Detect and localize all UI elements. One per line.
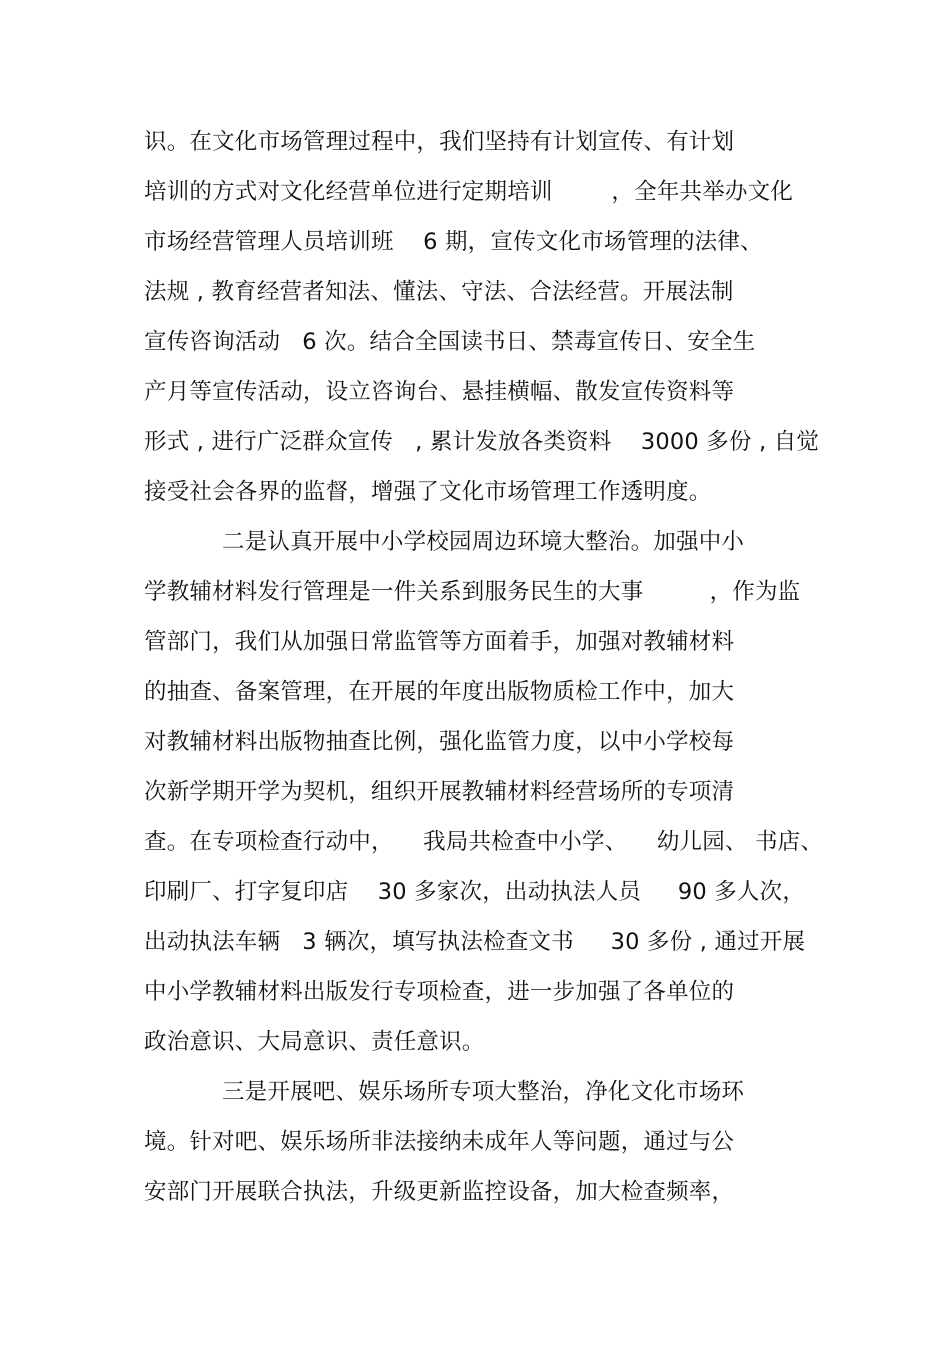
text-line: 境。针对吧、娱乐场所非法接纳未成年人等问题，通过与公 [144,1129,735,1155]
text-line: 接受社会各界的监督，增强了文化市场管理工作透明度。 [144,479,712,505]
text-line: 识。在文化市场管理过程中，我们坚持有计划宣传、有计划 [144,129,735,155]
text-line: 法规 , 教育经营者知法、懂法、守法、合法经营。开展法制 [144,279,734,305]
text-line: 次新学期开学为契机，组织开展教辅材料经营场所的专项清 [144,779,735,805]
text-line: 出动执法车辆 3 辆次，填写执法检查文书 30 多份 , 通过开展 [144,929,806,955]
text-line: 对教辅材料出版物抽查比例，强化监管力度，以中小学校每 [144,729,735,755]
text-line: 学教辅材料发行管理是一件关系到服务民生的大事 ，作为监 [144,579,801,605]
paragraph-first-line: 二是认真开展中小学校园周边环境大整治。加强中小 [222,529,745,555]
text-line: 印刷厂、打字复印店 30 多家次，出动执法人员 90 多人次， [144,879,806,905]
text-line: 形式 , 进行广泛群众宣传 , 累计发放各类资料 3000 多份 , 自觉 [144,429,820,455]
text-line: 查。在专项检查行动中， 我局共检查中小学、 幼儿园、 书店、 [144,829,824,855]
text-line: 管部门，我们从加强日常监管等方面着手，加强对教辅材料 [144,629,735,655]
text-line: 宣传咨询活动 6 次。结合全国读书日、禁毒宣传日、安全生 [144,329,756,355]
paragraph-first-line: 三是开展吧、娱乐场所专项大整治，净化文化市场环 [222,1079,745,1105]
text-line: 安部门开展联合执法，升级更新监控设备，加大检查频率， [144,1179,735,1205]
text-line: 中小学教辅材料出版发行专项检查，进一步加强了各单位的 [144,979,735,1005]
text-line: 培训的方式对文化经营单位进行定期培训 ，全年共举办文化 [144,179,794,205]
text-line: 政治意识、大局意识、责任意识。 [144,1029,485,1055]
text-line: 的抽查、备案管理，在开展的年度出版物质检工作中，加大 [144,679,735,705]
text-line: 产月等宣传活动，设立咨询台、悬挂横幅、散发宣传资料等 [144,379,735,405]
text-line: 市场经营管理人员培训班 6 期，宣传文化市场管理的法律、 [144,229,763,255]
